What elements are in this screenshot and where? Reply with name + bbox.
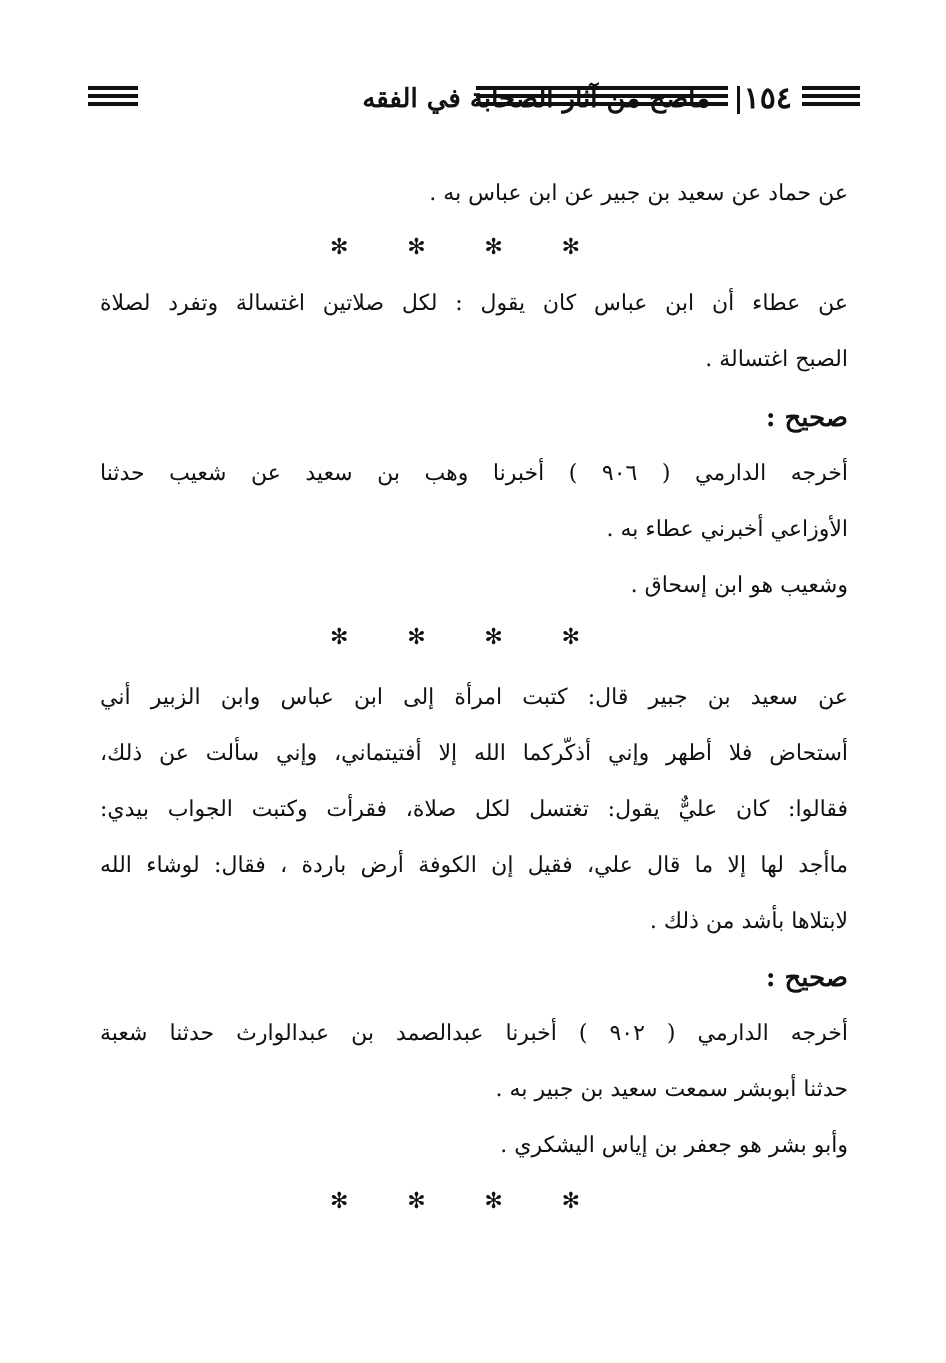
star-ornament-icon: ✻ [484,625,503,650]
header-ornament-left [88,86,138,112]
text-line: وأبو بشر هو جعفر بن إياس اليشكري . [500,1133,848,1158]
page-number: ١٥٤ [743,81,792,116]
header-divider [737,86,740,114]
text-line: فقالوا: كان عليٌّ يقول: تغتسل لكل صلاة، فقرأت وكتبت الجواب بيدي: [100,797,848,822]
star-ornament-icon: ✻ [484,1189,503,1214]
text-line: حدثنا أبوبشر سمعت سعيد بن جبير به . [495,1077,848,1102]
star-ornament-icon: ✻ [561,235,580,260]
text-line: عن عطاء أن ابن عباس كان يقول : لكل صلاتين اغتسالة وتفرد لصلاة [100,291,848,316]
section-heading: صحيح : [765,403,848,433]
star-ornament-icon: ✻ [561,1189,580,1214]
star-ornament-icon: ✻ [407,1189,426,1214]
text-line: لابتلاها بأشد من ذلك . [649,909,848,934]
star-ornament-icon: ✻ [330,235,349,260]
text-line: عن سعيد بن جبير قال: كتبت امرأة إلى ابن عباس وابن الزبير أني [100,685,848,710]
star-ornament-icon: ✻ [484,235,503,260]
star-ornament-icon: ✻ [407,235,426,260]
star-ornament-icon: ✻ [561,625,580,650]
text-line: الأوزاعي أخبرني عطاء به . [606,517,848,542]
text-line: أخرجه الدارمي ( ٩٠٦ ) أخبرنا وهب بن سعيد عن شعيب حدثنا [100,461,848,486]
header-ornament-right [802,86,860,112]
section-heading: صحيح : [765,963,848,993]
text-line: الصبح اغتسالة . [705,347,848,372]
star-ornament-icon: ✻ [330,1189,349,1214]
star-ornament-icon: ✻ [407,625,426,650]
text-line: وشعيب هو ابن إسحاق . [630,573,848,598]
page-header [88,76,860,124]
ornament-separator [330,236,580,260]
ornament-separator [330,1190,580,1214]
text-line: عن حماد عن سعيد بن جبير عن ابن عباس به . [429,181,848,206]
text-line: أستحاض فلا أطهر وإني أذكّركما الله إلا أفتيتماني، وإني سألت عن ذلك، [100,741,848,766]
star-ornament-icon: ✻ [330,625,349,650]
text-line: أخرجه الدارمي ( ٩٠٢ ) أخبرنا عبدالصمد بن عبدالوارث حدثنا شعبة [100,1021,849,1046]
ornament-separator [330,626,580,650]
running-title: ماصح من آثار الصحابة في الفقه [362,84,710,114]
text-line: ماأجد لها إلا ما قال علي، فقيل إن الكوفة أرض باردة ، فقال: لوشاء الله [100,853,848,878]
